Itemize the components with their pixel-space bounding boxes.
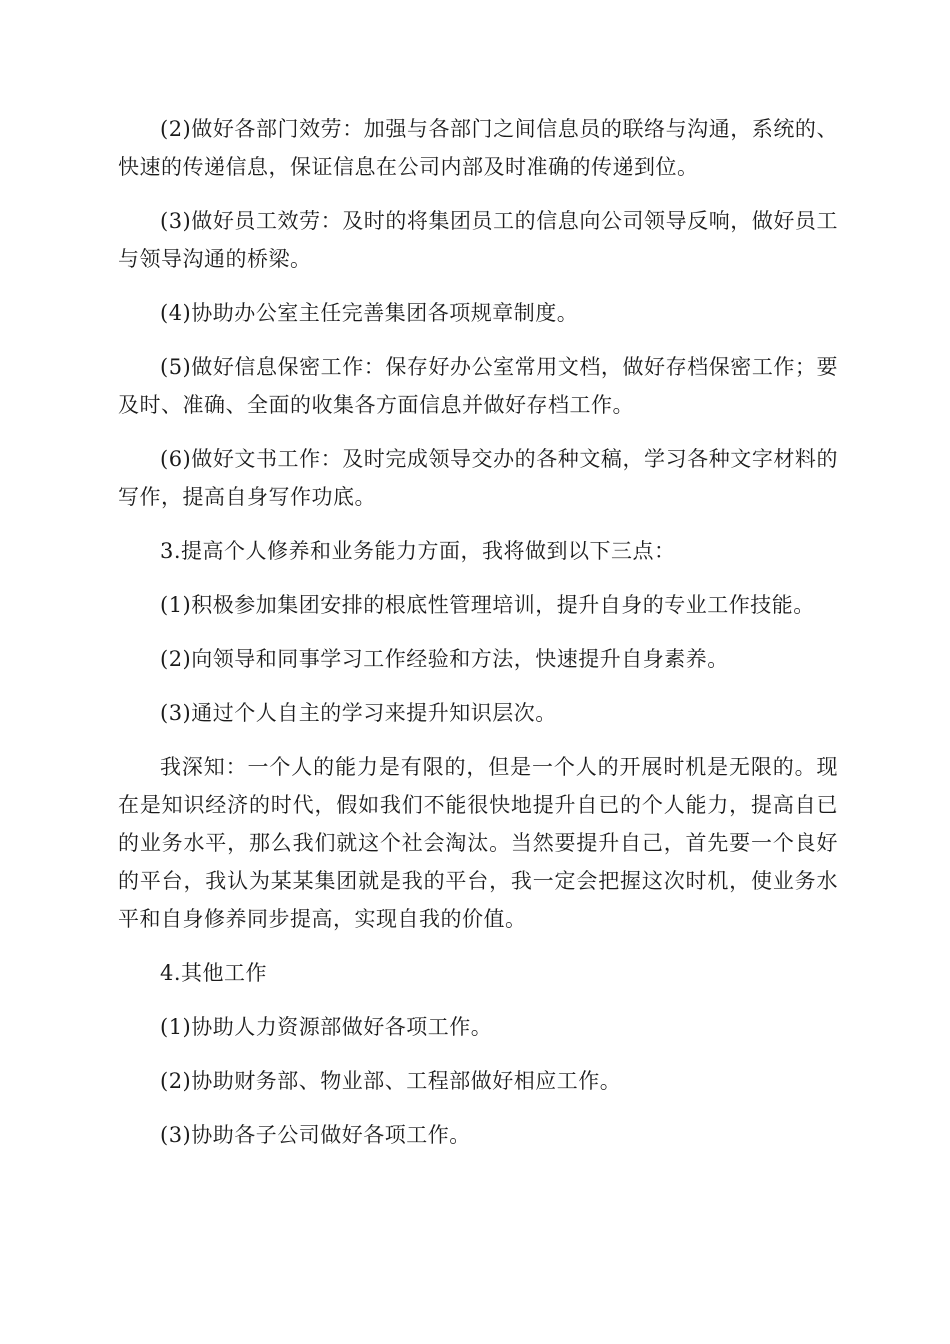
section-heading-self-improvement: 3.提高个人修养和业务能力方面，我将做到以下三点： bbox=[160, 539, 676, 563]
paragraph-assist-subsidiaries: (3)协助各子公司做好各项工作。 bbox=[160, 1123, 471, 1147]
paragraph-dept-service: (2)做好各部门效劳：加强与各部门之间信息员的联络与沟通，系统的、快速的传递信息，保证信息在公司内部及时准确的传递到位。 bbox=[118, 117, 838, 179]
paragraph-reflection: 我深知：一个人的能力是有限的，但是一个人的开展时机是无限的。现在是知识经济的时代，假如我们不能很快地提升自已的个人能力，提高自已的业务水平，那么我们就这个社会淘汰。当然要提升自己，首先要一个良好的平台，我认为某某集团就是我的平台，我一定会把握这次时机，使业务水平和自身修养同步提高，实现自我的价值。 bbox=[118, 755, 838, 931]
paragraph-confidentiality: (5)做好信息保密工作：保存好办公室常用文档，做好存档保密工作；要及时、准确、全面的收集各方面信息并做好存档工作。 bbox=[118, 355, 838, 417]
paragraph-assist-rules: (4)协助办公室主任完善集团各项规章制度。 bbox=[160, 301, 579, 325]
paragraph-training: (1)积极参加集团安排的根底性管理培训，提升自身的专业工作技能。 bbox=[160, 593, 815, 617]
paragraph-assist-hr: (1)协助人力资源部做好各项工作。 bbox=[160, 1015, 493, 1039]
section-heading-other-work: 4.其他工作 bbox=[160, 961, 268, 985]
document-body bbox=[118, 110, 838, 1170]
paragraph-assist-departments: (2)协助财务部、物业部、工程部做好相应工作。 bbox=[160, 1069, 622, 1093]
paragraph-self-study: (3)通过个人自主的学习来提升知识层次。 bbox=[160, 701, 557, 725]
paragraph-clerical-work: (6)做好文书工作：及时完成领导交办的各种文稿，学习各种文字材料的写作，提高自身写作功底。 bbox=[118, 447, 838, 509]
paragraph-staff-service: (3)做好员工效劳：及时的将集团员工的信息向公司领导反响，做好员工与领导沟通的桥梁。 bbox=[118, 209, 838, 271]
paragraph-learn-from-colleagues: (2)向领导和同事学习工作经验和方法，快速提升自身素养。 bbox=[160, 647, 729, 671]
